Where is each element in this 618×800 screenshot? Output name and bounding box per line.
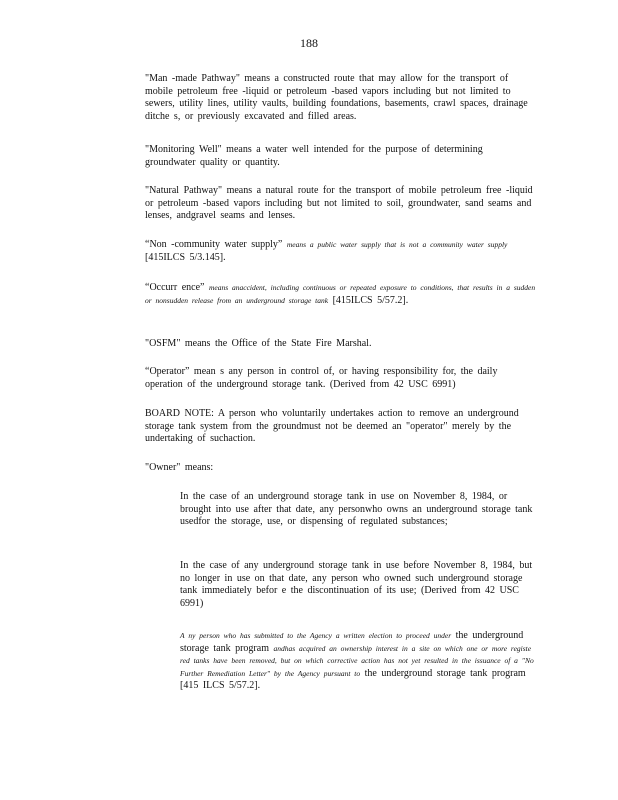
definition-osfm: "OSFM" means the Office of the State Fire Marshal. xyxy=(145,338,372,349)
owner-item-3 xyxy=(180,630,540,693)
definition-natural-pathway: "Natural Pathway" means a natural route for the transport of mobile petroleum free -liquid or petroleum -based vapors including but not limited to soil, groundwater, sand seams and lenses, andgravel seams and lenses. xyxy=(145,185,533,221)
citation-non-community: [415ILCS 5/3.145]. xyxy=(145,251,226,263)
statutory-text-owner-item-3a: A ny person who has submitted to the Agency a written election to proceed under xyxy=(180,631,452,640)
citation-owner-item-3: the underground storage tank program [415 ILCS 5/57.2]. xyxy=(180,667,526,691)
statutory-text-owner-item-3b: andhas acquired an ownership interest in a site on which one or more registe red tanks have been removed, but on which corrective action has not yet resulted in the issuance of a "No Further Remediation Letter" by the Agency pursuant to xyxy=(180,643,534,678)
statutory-text-occurrence: means anaccident, including continuous or repeated exposure to conditions, that results in a sudden or nonsudden release from an underground storage tank xyxy=(145,283,536,305)
page-number: 188 xyxy=(300,36,318,50)
definition-monitoring-well: "Monitoring Well" means a water well intended for the purpose of determining groundwater quality or quantity. xyxy=(145,144,483,168)
definition-man-made-pathway: "Man -made Pathway" means a constructed route that may allow for the transport of mobile petroleum free -liquid or petroleum -based vapors including but not limited to sewers, utility lines, utility vaults, building foundations, basements, crawl spaces, drainage ditche s, or previously excavated and filled areas. xyxy=(145,73,528,122)
definition-operator: “Operator” mean s any person in control of, or having responsibility for, the daily operation of the underground storage tank. (Derived from 42 USC 6991) xyxy=(145,366,498,390)
citation-occurrence: [415ILCS 5/57.2]. xyxy=(328,294,409,306)
definition-occurrence xyxy=(145,282,537,307)
definition-non-community-water-supply xyxy=(145,239,537,264)
definition-owner: "Owner" means: xyxy=(145,462,214,473)
board-note: BOARD NOTE: A person who voluntarily undertakes action to remove an underground storage tank system from the groundmust not be deemed an "operator" merely by the undertaking of suchaction. xyxy=(145,408,519,444)
term-non-community: “Non -community water supply” xyxy=(145,239,287,250)
owner-item-3-program: the underground storage tank program xyxy=(180,630,524,654)
statutory-text-non-community: means a public water supply that is not a community water supply xyxy=(286,240,508,249)
owner-item-1: In the case of an underground storage tank in use on November 8, 1984, or brought into use after that date, any personwho owns an underground storage tank usedfor the storage, use, or dispensing of regulated substances; xyxy=(180,491,533,527)
owner-item-2: In the case of any underground storage tank in use before November 8, 1984, but no longer in use on that date, any person who owned such underground storage tank immediately befor e the discontinuation of its use; (Derived from 42 USC 6991) xyxy=(180,560,533,609)
term-occurrence: “Occurr ence” xyxy=(145,282,209,293)
